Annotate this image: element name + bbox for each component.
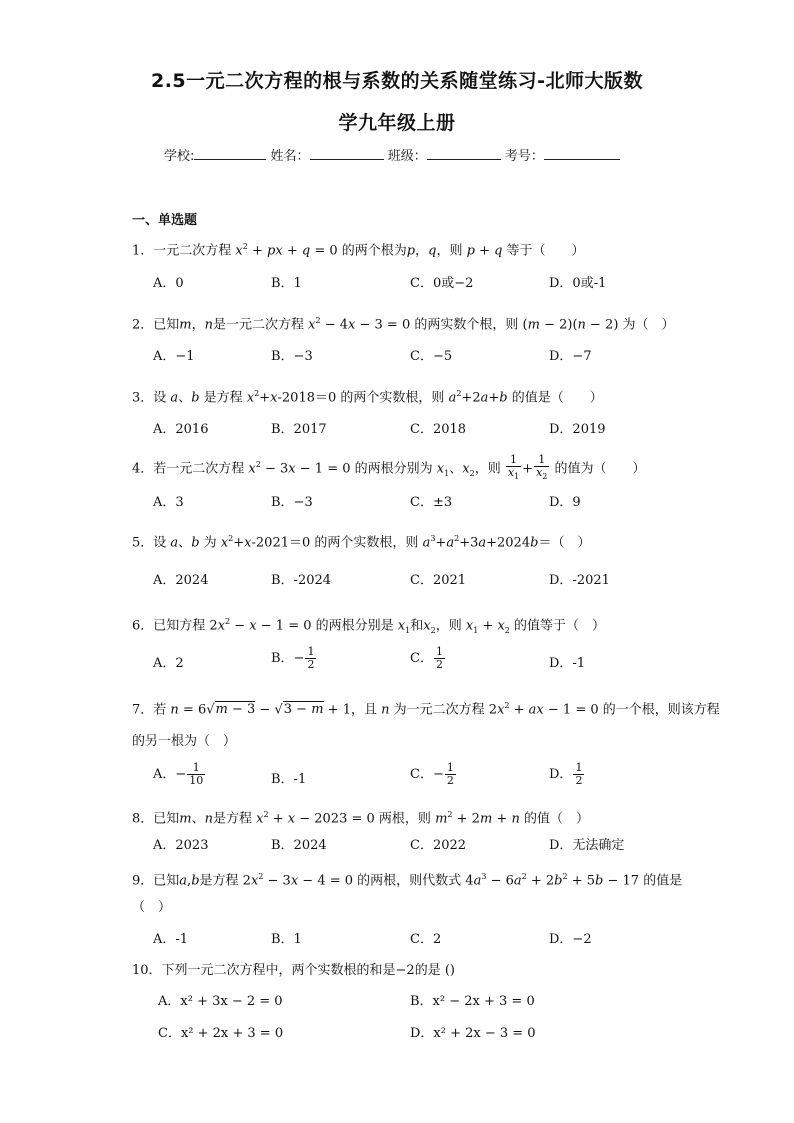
- q4-option-d[interactable]: D．9: [549, 495, 581, 510]
- title-line-1: 2.5一元二次方程的根与系数的关系随堂练习-北师大版数: [150, 70, 644, 92]
- q2-option-b[interactable]: B．−3: [271, 349, 313, 364]
- q8-option-d[interactable]: D．无法确定: [549, 838, 625, 853]
- question-7: 7．若 n = 6√m − 3 − √3 − m + 1，且 n 为一元二次方程 $2x^2$ + ax − 1 = 0 的一个根，则该方程: [132, 701, 720, 718]
- q5-option-a[interactable]: A．2024: [153, 573, 209, 588]
- q3-option-b[interactable]: B．2017: [271, 422, 327, 437]
- q3-option-c[interactable]: C．2018: [410, 422, 467, 437]
- question-7-line-2: 的另一根为（ ）: [132, 734, 237, 749]
- class-label: 班级：: [387, 149, 427, 164]
- name-blank[interactable]: [310, 145, 384, 160]
- exam-no-blank[interactable]: [544, 145, 620, 160]
- question-10: 10．下列一元二次方程中，两个实数根的和是−2的是 (): [132, 963, 455, 978]
- q1-option-d[interactable]: D．0或-1: [549, 276, 607, 291]
- school-blank[interactable]: [194, 145, 266, 160]
- q5-option-c[interactable]: C．2021: [410, 573, 467, 588]
- q8-option-c[interactable]: C．2022: [410, 838, 467, 853]
- q9-option-b[interactable]: B．1: [271, 932, 302, 947]
- question-2: 2．已知m，n是一元二次方程 $x^2 - 4x - 3 = 0$ 的两实数个根，则 (m − 2)(n − 2) 为（ ）: [132, 316, 675, 333]
- q10-option-c[interactable]: C．x² + 2x + 3 = 0: [158, 1026, 284, 1041]
- question-9-line-2: （ ）: [132, 900, 172, 915]
- q4-option-b[interactable]: B．−3: [271, 495, 313, 510]
- question-1: 1．一元二次方程 $x^2$ + px + q = 0 的两个根为p，q，则 p + q 等于（ ）: [132, 242, 585, 259]
- q3-option-a[interactable]: A．2016: [153, 422, 209, 437]
- q1-option-c[interactable]: C．0或−2: [410, 276, 474, 291]
- q6-option-b[interactable]: B．− $\frac{1}{2}$: [271, 645, 315, 671]
- question-5: 5．设 a、b 为 $x^2+x-2021=0$ 的两个实数根，则 $a^3+a^2+3a+2024b=$（ ）: [132, 534, 591, 551]
- q7-option-d[interactable]: D． $\frac{1}{2}$: [549, 761, 583, 787]
- q4-option-a[interactable]: A．3: [153, 495, 184, 510]
- question-6: 6．已知方程 $2x^2 - x - 1 = 0$ 的两根分别是 $x_1$和$x_2$，则 $x_1 + x_2$ 的值等于（ ）: [132, 617, 606, 635]
- q7-option-a[interactable]: A．− $\frac{1}{10}$: [153, 761, 204, 787]
- q2-option-d[interactable]: D．−7: [549, 349, 592, 364]
- q5-option-d[interactable]: D．-2021: [549, 573, 610, 588]
- question-3: 3．设 a、b 是方程 $x^2+x-2018=0$ 的两个实数根，则 $a^2+2a+b$ 的值是（ ）: [132, 389, 603, 406]
- q6-option-c[interactable]: C． $\frac{1}{2}$: [410, 645, 443, 671]
- question-8: 8．已知m、n是方程 $x^2 + x - 2023 = 0$ 两根，则 $m^2 + 2m + n$ 的值（ ）: [132, 810, 589, 827]
- q10-option-d[interactable]: D．x² + 2x − 3 = 0: [410, 1026, 536, 1041]
- q10-option-b[interactable]: B．x² − 2x + 3 = 0: [410, 994, 535, 1009]
- q9-option-a[interactable]: A．-1: [153, 932, 189, 947]
- student-info-line: [164, 145, 620, 164]
- title-line-2: 学九年级上册: [338, 112, 456, 134]
- q2-option-a[interactable]: A．−1: [153, 349, 195, 364]
- q8-option-a[interactable]: A．2023: [153, 838, 209, 853]
- q3-option-d[interactable]: D．2019: [549, 422, 606, 437]
- section-heading: 一、单选题: [132, 213, 198, 228]
- class-blank[interactable]: [427, 145, 501, 160]
- q9-option-d[interactable]: D．−2: [549, 932, 592, 947]
- q1-option-b[interactable]: B．1: [271, 276, 302, 291]
- q6-option-a[interactable]: A．2: [153, 656, 184, 671]
- q7-option-b[interactable]: B．-1: [271, 772, 307, 787]
- question-4: 4．若一元二次方程 $x^2 - 3x - 1 = 0$ 的两根分别为 $x_1$、$x_2$，则 $\frac{1}{x_1}$ + $\frac{1}{x_2}$ 的值为（ ）: [132, 453, 646, 482]
- name-label: 姓名：: [270, 149, 310, 164]
- q9-option-c[interactable]: C．2: [410, 932, 442, 947]
- q10-option-a[interactable]: A．x² + 3x − 2 = 0: [158, 994, 283, 1009]
- q7-option-c[interactable]: C．− $\frac{1}{2}$: [410, 761, 454, 787]
- school-label: 学校:: [164, 149, 195, 164]
- q5-option-b[interactable]: B．-2024: [271, 573, 332, 588]
- exam-no-label: 考号：: [504, 149, 544, 164]
- q1-option-a[interactable]: A．0: [153, 276, 184, 291]
- q6-option-d[interactable]: D．-1: [549, 656, 586, 671]
- q8-option-b[interactable]: B．2024: [271, 838, 327, 853]
- q2-option-c[interactable]: C．−5: [410, 349, 453, 364]
- q4-option-c[interactable]: C．±3: [410, 495, 453, 510]
- question-9: 9．已知a,b是方程 $2x^2 - 3x - 4 = 0$ 的两根，则代数式 $4a^3 - 6a^2 + 2b^2 + 5b - 17$ 的值是: [132, 872, 683, 889]
